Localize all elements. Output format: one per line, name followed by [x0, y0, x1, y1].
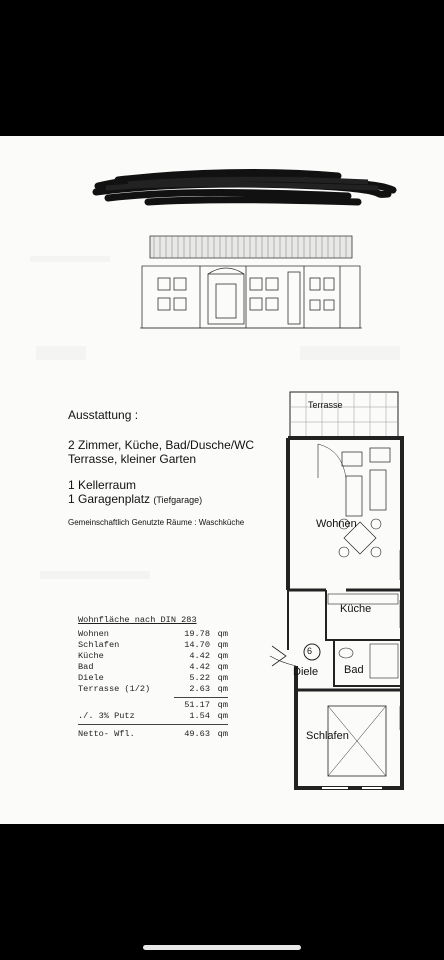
table-row: [78, 629, 228, 640]
label-hall: Diele: [293, 666, 319, 678]
label-kitchen: Küche: [340, 603, 372, 615]
row-unit: qm: [217, 640, 228, 650]
redaction-scribble: [88, 166, 398, 212]
equipment-terrace: Terrasse, kleiner Garten: [68, 452, 197, 466]
shared-rooms: Gemeinschaftlich Genutzte Räume : Waschküche: [68, 518, 245, 527]
equipment-cellar: 1 Kellerraum: [68, 478, 137, 492]
area-table: [78, 615, 228, 740]
deduction-unit: qm: [217, 711, 228, 721]
label-terrace: Terrasse: [308, 400, 343, 410]
row-value: 5.22: [189, 673, 210, 683]
sum-divider: [174, 697, 228, 698]
deduction-label: ./. 3% Putz: [78, 711, 135, 721]
row-value: 14.70: [184, 640, 210, 650]
row-value: 2.63: [189, 684, 210, 694]
equipment-garage: [68, 492, 202, 506]
row-unit: qm: [217, 651, 228, 661]
row-label: Schlafen: [78, 640, 120, 650]
garage-text: 1 Garagenplatz: [68, 492, 151, 506]
net-row: [78, 729, 228, 740]
home-indicator[interactable]: [143, 945, 301, 950]
table-row: [78, 640, 228, 651]
label-bath: Bad: [344, 664, 364, 676]
net-divider: [78, 724, 228, 725]
row-label: Terrasse (1/2): [78, 684, 151, 694]
sum-row: [78, 700, 228, 711]
deduction-row: [78, 711, 228, 722]
area-table-title: Wohnfläche nach DIN 283: [78, 615, 197, 625]
net-unit: qm: [217, 729, 228, 739]
table-row: [78, 651, 228, 662]
row-unit: qm: [217, 684, 228, 694]
equipment-rooms: 2 Zimmer, Küche, Bad/Dusche/WC: [68, 438, 255, 452]
label-bedroom: Schlafen: [306, 730, 349, 742]
row-unit: qm: [217, 673, 228, 683]
table-row: [78, 684, 228, 695]
row-unit: qm: [217, 662, 228, 672]
document-page: [0, 136, 444, 824]
sum-label: [78, 700, 174, 711]
building-facade-drawing: [140, 228, 362, 334]
label-living: Wohnen: [316, 518, 357, 530]
garage-note: (Tiefgarage): [153, 495, 203, 505]
table-row: [78, 662, 228, 673]
table-row: [78, 673, 228, 684]
row-value: 19.78: [184, 629, 210, 639]
unit-number: 6: [307, 646, 313, 656]
row-label: Bad: [78, 662, 94, 672]
sum-value: 51.17: [184, 700, 210, 710]
row-value: 4.42: [189, 651, 210, 661]
row-label: Küche: [78, 651, 104, 661]
row-label: Wohnen: [78, 629, 109, 639]
sum-unit: qm: [217, 700, 228, 710]
deduction-value: 1.54: [189, 711, 210, 721]
row-label: Diele: [78, 673, 104, 683]
row-unit: qm: [217, 629, 228, 639]
net-value: 49.63: [184, 729, 210, 739]
floor-plan: [266, 390, 416, 798]
net-label: Netto- Wfl.: [78, 729, 135, 739]
equipment-heading: Ausstattung :: [68, 408, 139, 422]
row-value: 4.42: [189, 662, 210, 672]
